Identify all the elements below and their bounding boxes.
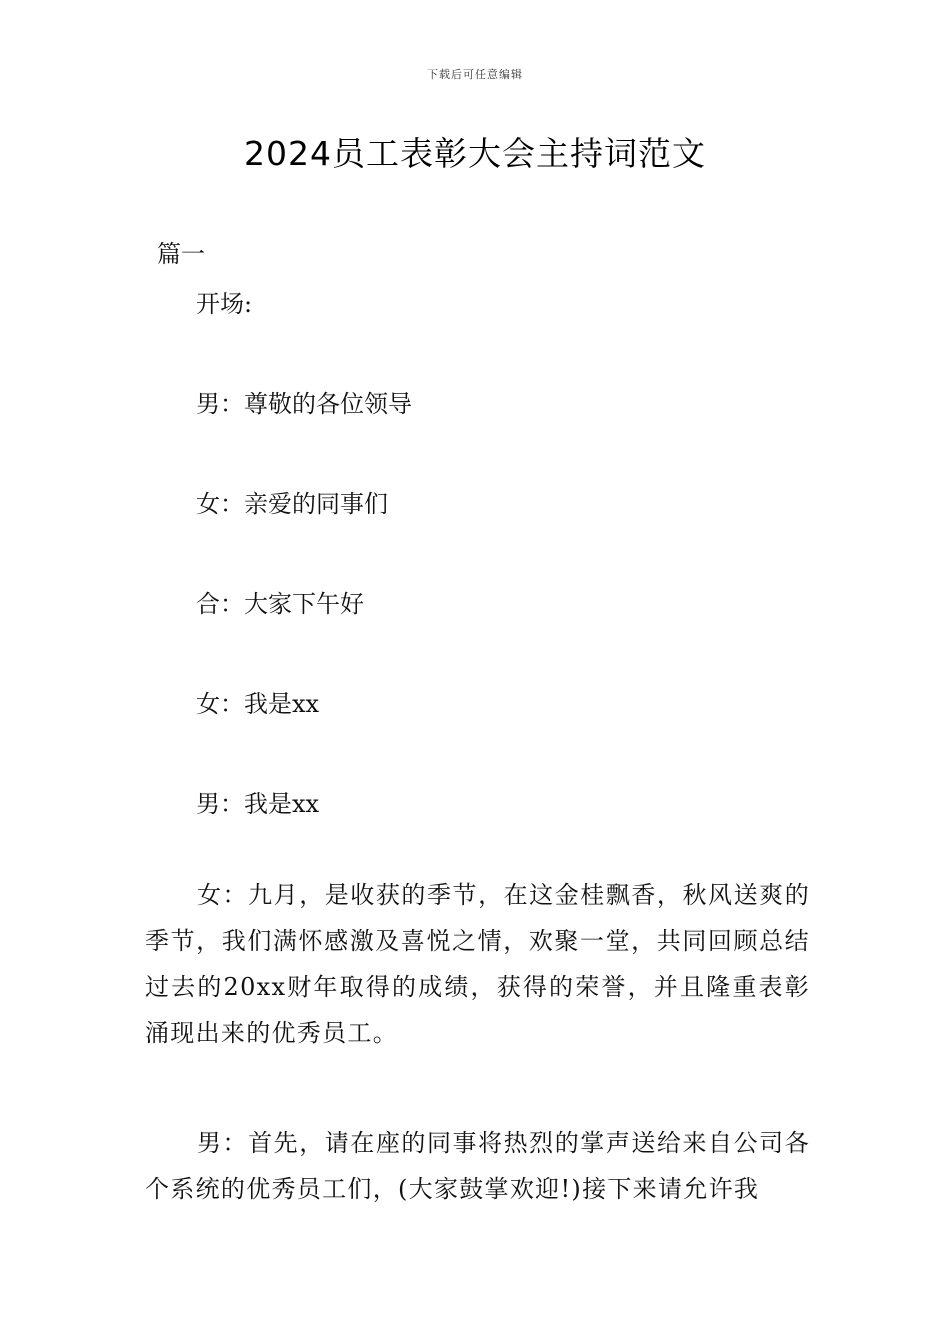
document-title: 2024员工表彰大会主持词范文 [244, 134, 706, 173]
script-line-male-intro: 男：我是xx [196, 790, 320, 818]
paragraph-female-speech: 女：九月，是收获的季节，在这金桂飘香，秋风送爽的季节，我们满怀感激及喜悦之情，欢聚一堂，共同回顾总结过去的20xx财年取得的成绩，获得的荣誉，并且隆重表彰涌现出来的优秀员工。 [145, 881, 810, 1047]
script-line-together-greeting: 合：大家下午好 [196, 590, 364, 618]
header-note: 下载后可任意编辑 [427, 68, 523, 81]
script-line-opening: 开场: [196, 290, 253, 318]
section-label: 篇一 [157, 240, 205, 268]
paragraph-male-speech: 男：首先，请在座的同事将热烈的掌声送给来自公司各个系统的优秀员工们，(大家鼓掌欢迎!)接下来请允许我 [145, 1129, 810, 1203]
script-line-female-intro: 女：我是xx [196, 690, 320, 718]
script-line-male-greeting: 男：尊敬的各位领导 [196, 390, 412, 418]
script-line-female-greeting: 女：亲爱的同事们 [196, 490, 388, 518]
